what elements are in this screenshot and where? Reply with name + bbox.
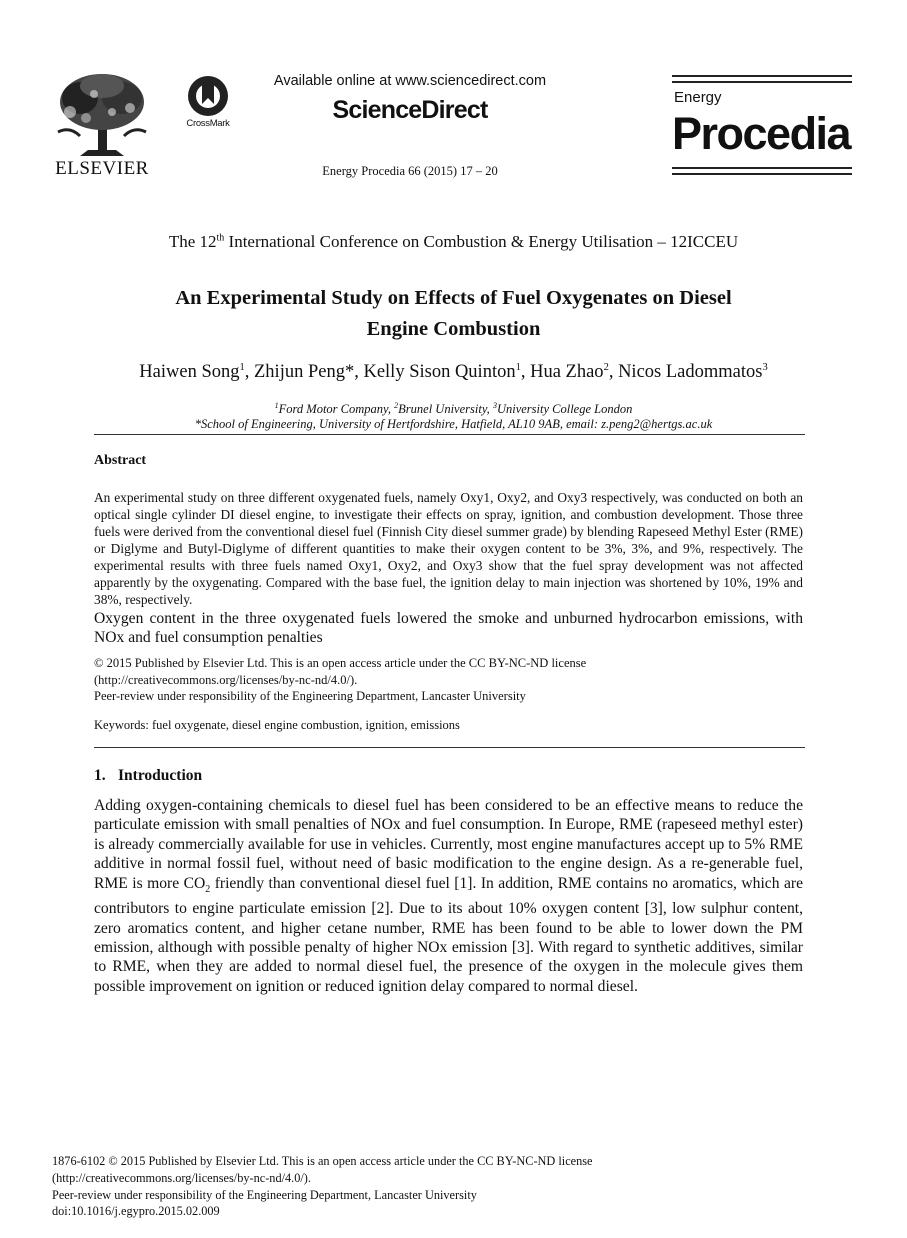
logo-energy-word: Energy [674,89,722,106]
license-notice [94,655,803,689]
divider [94,434,805,435]
conference-name: The 12th International Conference on Combustion & Energy Utilisation – 12ICCEU [168,232,739,251]
section-heading-introduction: 1. Introduction [94,767,203,784]
energy-procedia-logo [672,75,852,178]
author: Kelly Sison Quinton$^1$, [363,362,531,383]
license-link[interactable]: (http://creativecommons.org/licenses/by-nc-nd/4.0/). [94,673,358,687]
logo-rule [672,167,852,169]
introduction-body: Adding oxygen-containing chemicals to diesel fuel has been considered to be an effective means to reduce the particulate emission with small penalties of NOx and fuel consumption. In Europe, RME (rapeseed methyl ester) is already commercially available for use in vehicles. Currently, most engine manufactures accept up to 5% RME additive in normal fossil fuel, without need of basic modification to the engine design. As a re-generable fuel, RME is more $CO_2$ friendly than conventional diesel fuel [1]. In addition, RME contains no aromatics, which are contributors to engine particulate emission [2]. Due to its about 10% oxygen content [3], low sulphur content, zero aromatics content, and higher cetane number, RME has been found to be able to lower down the PM emission, although with possible penalty of higher NOx emission [3]. With regard to synthetic additives, similar to RME, when they are added to normal diesel fuel, the presence of the oxygen in the molecule gives them possible improvement on ignition or reduced ignition delay compared to normal diesel. [94,797,803,995]
divider [94,747,805,748]
sciencedirect-logo: ScienceDirect [332,96,488,124]
license-line: © 2015 Published by Elsevier Ltd. This is an open access article under the CC BY-NC-ND license [94,656,587,670]
affiliations: $^1$Ford Motor Company, $^2$Brunel University, $^3$University College London [274,401,633,417]
elsevier-tree-icon [50,72,154,158]
elsevier-logo [50,72,154,182]
crossmark-icon [178,74,238,120]
footer-peer-review: Peer-review under responsibility of the Engineering Department, Lancaster University [52,1187,477,1202]
logo-rule [672,173,852,175]
journal-reference: Energy Procedia 66 (2015) 17 – 20 [322,164,498,178]
title-line: Engine Combustion [366,318,541,340]
elsevier-wordmark: ELSEVIER [55,158,149,179]
abstract-body: An experimental study on three different oxygenated fuels, namely Oxy1, Oxy2, and Oxy3 respectively, was conducted on both an optical single cylinder DI diesel engine, to investigate their effects on spray, ignition, and combustion development. Those three fuels were derived from the conventional diesel fuel (Finnish City diesel summer grade) by blending Rapeseed Methyl Ester (RME) or Diglyme and Butyl-Diglyme of different quantities to make their oxygen content to be 3%, 3%, and 9%, respectively. The experimental results with three fuels named Oxy1, Oxy2, and Oxy3 show that the fuel spray development was not affected apparently by the oxygenating. Compared with the base fuel, the ignition delay to main injection was shortened by 10%, 19% and 38%, respectively. [94,490,803,607]
footer-license-link[interactable]: (http://creativecommons.org/licenses/by-nc-nd/4.0/). [52,1170,311,1185]
abstract-heading: Abstract [94,453,147,468]
title-line: An Experimental Study on Effects of Fuel Oxygenates on Diesel [175,287,732,309]
author-list [40,362,867,383]
logo-procedia-word: Procedia [672,108,851,159]
author: Hua Zhao$^2$, [530,362,619,383]
logo-rule [672,75,852,77]
footer-license: 1876-6102 © 2015 Published by Elsevier Ltd. This is an open access article under the CC BY-NC-ND license [52,1154,593,1168]
abstract-tail: Oxygen content in the three oxygenated fuels lowered the smoke and unburned hydrocarbon emissions, with NOx and fuel consumption penalties [94,610,803,646]
crossmark-badge[interactable] [178,74,238,134]
available-online-text: Available online at www.sciencedirect.com [273,73,547,89]
crossmark-label: CrossMark [186,118,230,129]
logo-rule [672,81,852,83]
corresponding-affiliation: *School of Engineering, University of Hertfordshire, Hatfield, AL10 9AB, email: z.peng2@hertgs.ac.uk [194,417,713,431]
author: Haiwen Song$^1$, [139,362,254,383]
page-footer [52,1153,772,1220]
author: Zhijun Peng*, [254,362,364,383]
keywords: Keywords: fuel oxygenate, diesel engine combustion, ignition, emissions [94,718,460,732]
author: Nicos Ladommatos$^3$ [618,362,768,383]
paper-title [90,283,817,345]
peer-review-note: Peer-review under responsibility of the Engineering Department, Lancaster University [94,689,526,703]
footer-doi[interactable]: doi:10.1016/j.egypro.2015.02.009 [52,1204,220,1219]
